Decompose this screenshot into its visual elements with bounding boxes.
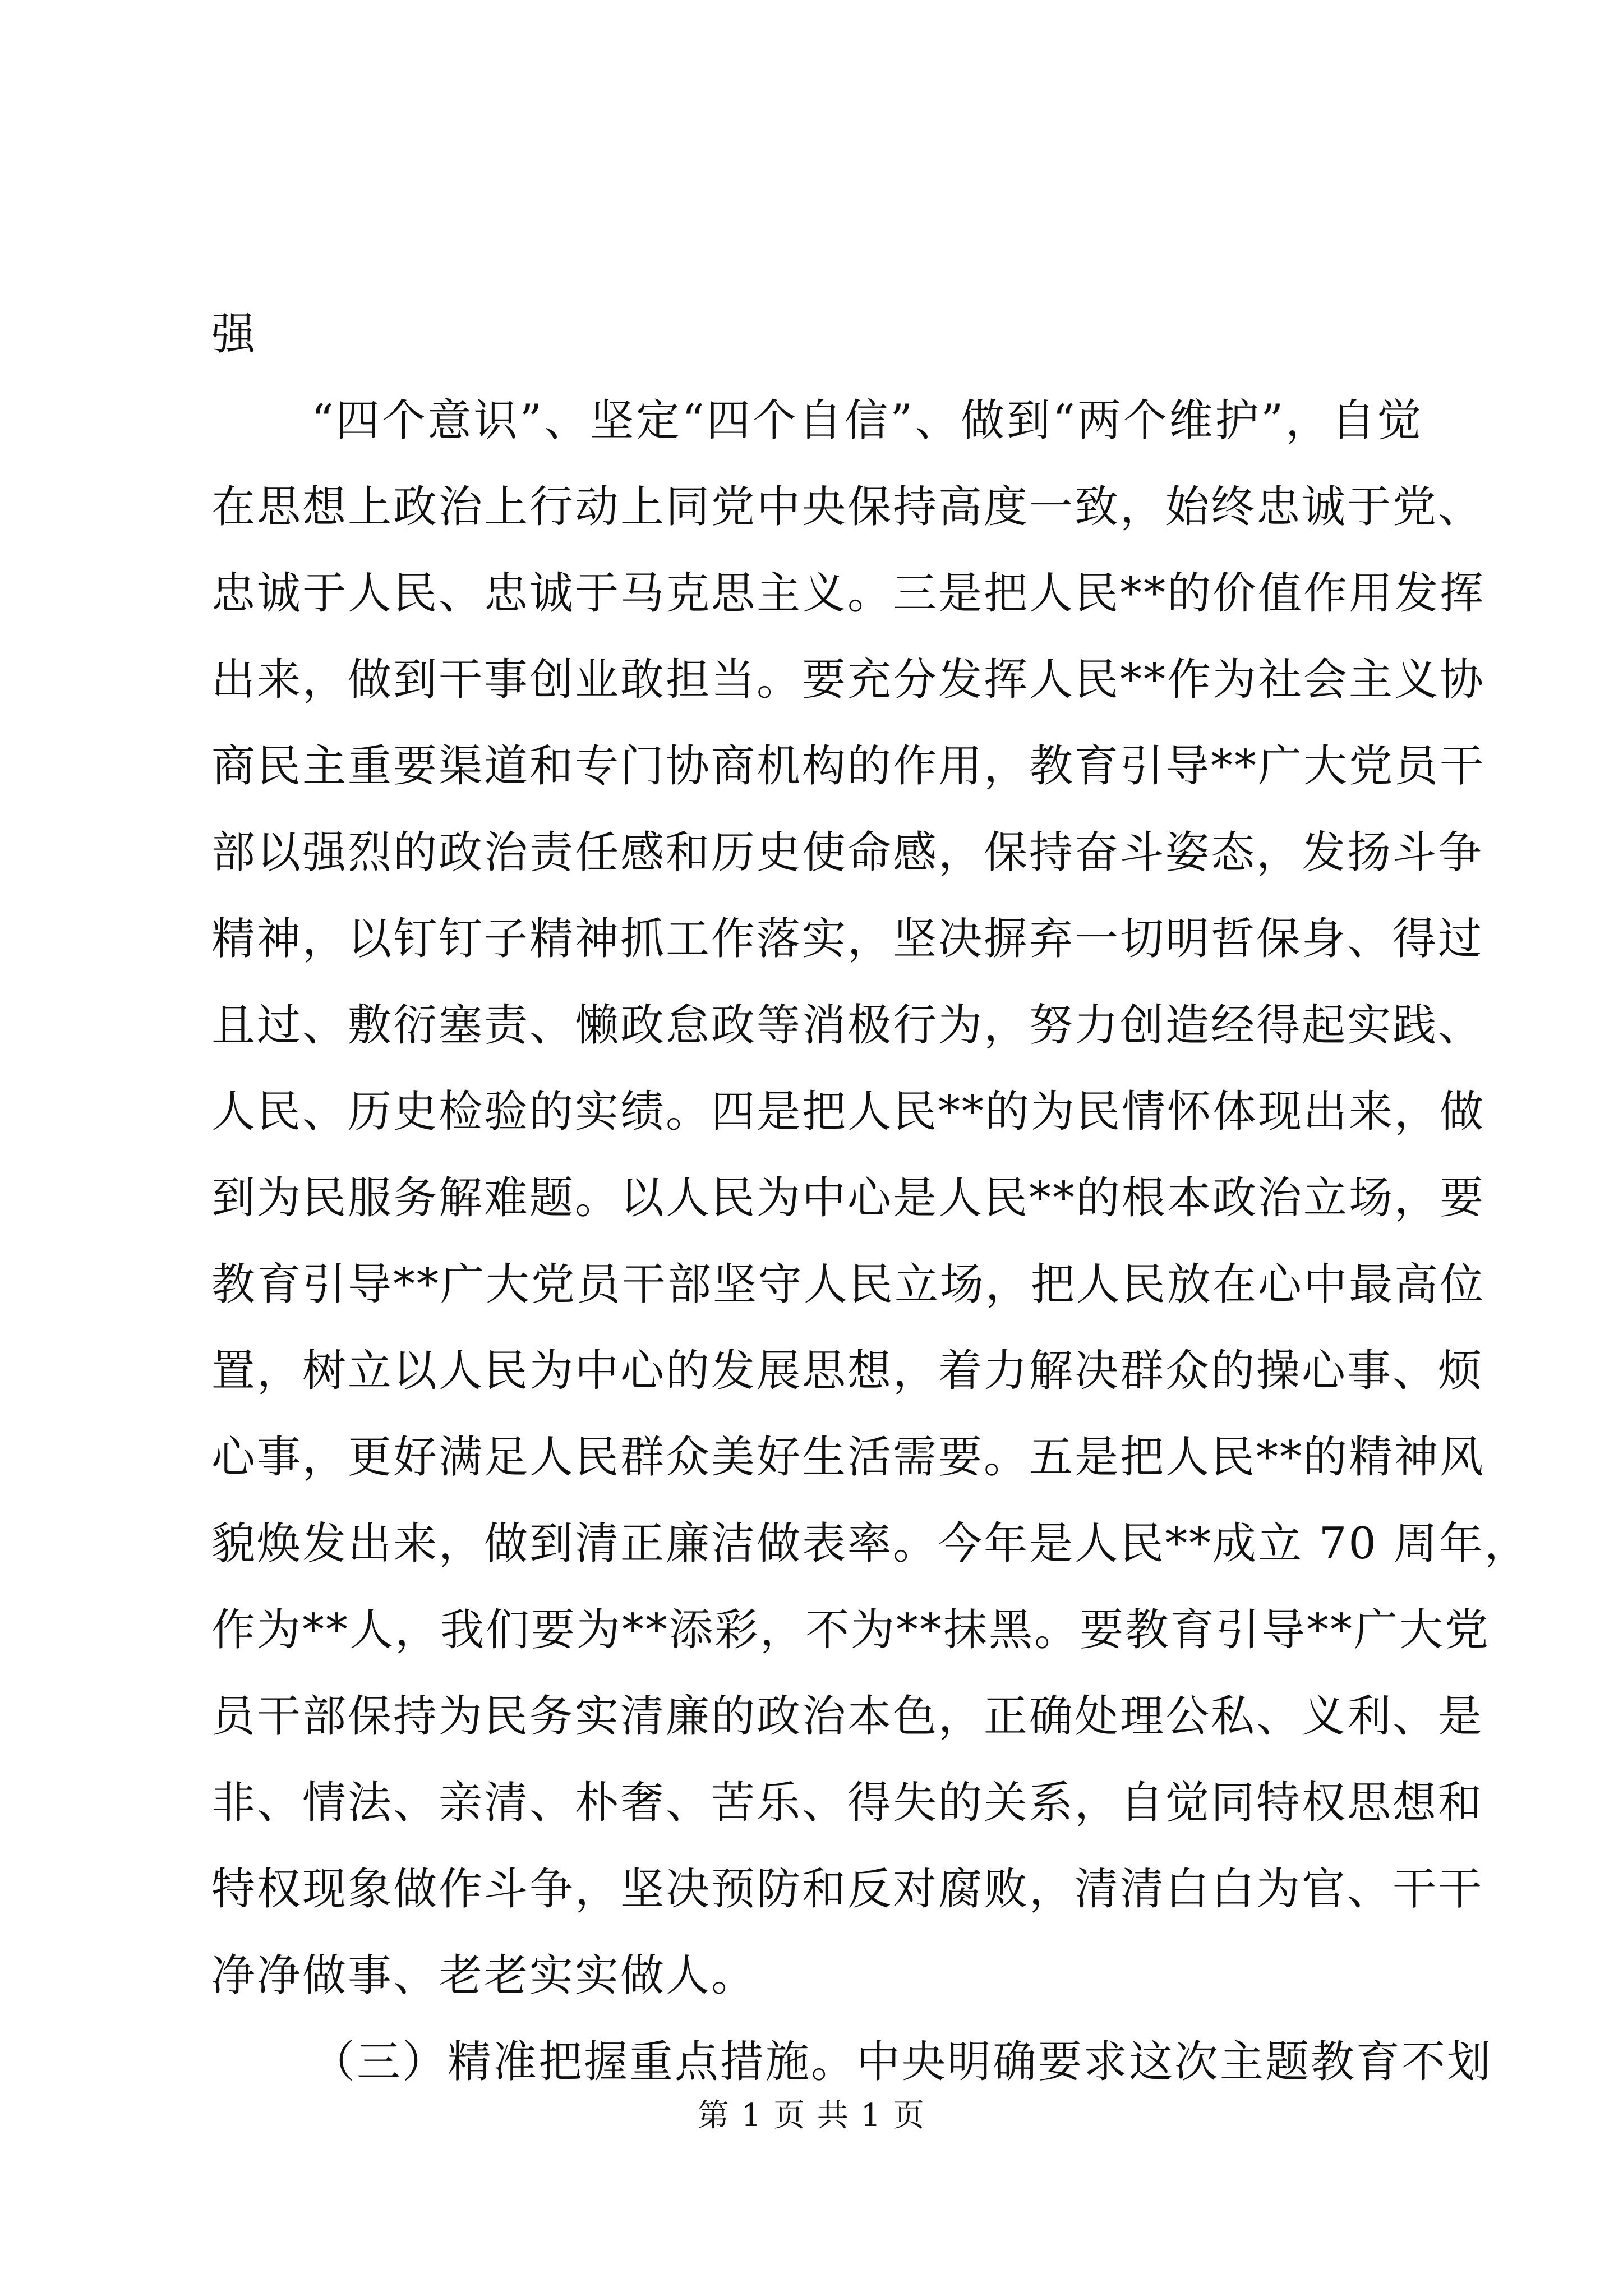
text-line: 且过、敷衍塞责、懒政怠政等消极行为，努力创造经得起实践、 xyxy=(211,1000,1484,1051)
text-line: 忠诚于人民、忠诚于马克思主义。三是把人民**的价值作用发挥 xyxy=(211,568,1486,619)
section-heading-line: （三）精准把握重点措施。中央明确要求这次主题教育不划 xyxy=(311,2037,1493,2087)
text-line: 非、情法、亲清、朴奢、苦乐、得失的关系，自觉同特权思想和 xyxy=(211,1778,1484,1828)
text-line: 强 xyxy=(211,309,257,360)
text-line: 到为民服务解难题。以人民为中心是人民**的根本政治立场，要 xyxy=(211,1173,1486,1223)
text-line: 人民、历史检验的实绩。四是把人民**的为民情怀体现出来，做 xyxy=(211,1087,1486,1137)
text-line: 作为**人，我们要为**添彩，不为**抹黑。要教育引导**广大党 xyxy=(211,1605,1491,1655)
paragraph-first-line: “四个意识”、坚定“四个自信”、做到“两个维护”，自觉 xyxy=(311,395,1423,446)
text-line: 心事，更好满足人民群众美好生活需要。五是把人民**的精神风 xyxy=(211,1432,1486,1483)
paragraph-last-line: 净净做事、老老实实做人。 xyxy=(211,1950,757,2001)
text-line: 部以强烈的政治责任感和历史使命感，保持奋斗姿态，发扬斗争 xyxy=(211,827,1484,878)
text-line: 特权现象做作斗争，坚决预防和反对腐败，清清白白为官、干干 xyxy=(211,1864,1484,1915)
text-line: 精神，以钉钉子精神抓工作落实，坚决摒弃一切明哲保身、得过 xyxy=(211,914,1484,964)
text-line: 貌焕发出来，做到清正廉洁做表率。今年是人民**成立 70 周年， xyxy=(211,1519,1530,1569)
page-footer: 第 1 页 共 1 页 xyxy=(697,2097,926,2134)
text-line: 出来，做到干事创业敢担当。要充分发挥人民**作为社会主义协 xyxy=(211,655,1486,705)
text-line: 商民主重要渠道和专门协商机构的作用，教育引导**广大党员干 xyxy=(211,741,1486,792)
text-line: 教育引导**广大党员干部坚守人民立场，把人民放在心中最高位 xyxy=(211,1259,1486,1310)
text-line: 员干部保持为民务实清廉的政治本色，正确处理公私、义利、是 xyxy=(211,1691,1484,1742)
text-line: 在思想上政治上行动上同党中央保持高度一致，始终忠诚于党、 xyxy=(211,482,1484,532)
text-line: 置，树立以人民为中心的发展思想，着力解决群众的操心事、烦 xyxy=(211,1346,1484,1396)
